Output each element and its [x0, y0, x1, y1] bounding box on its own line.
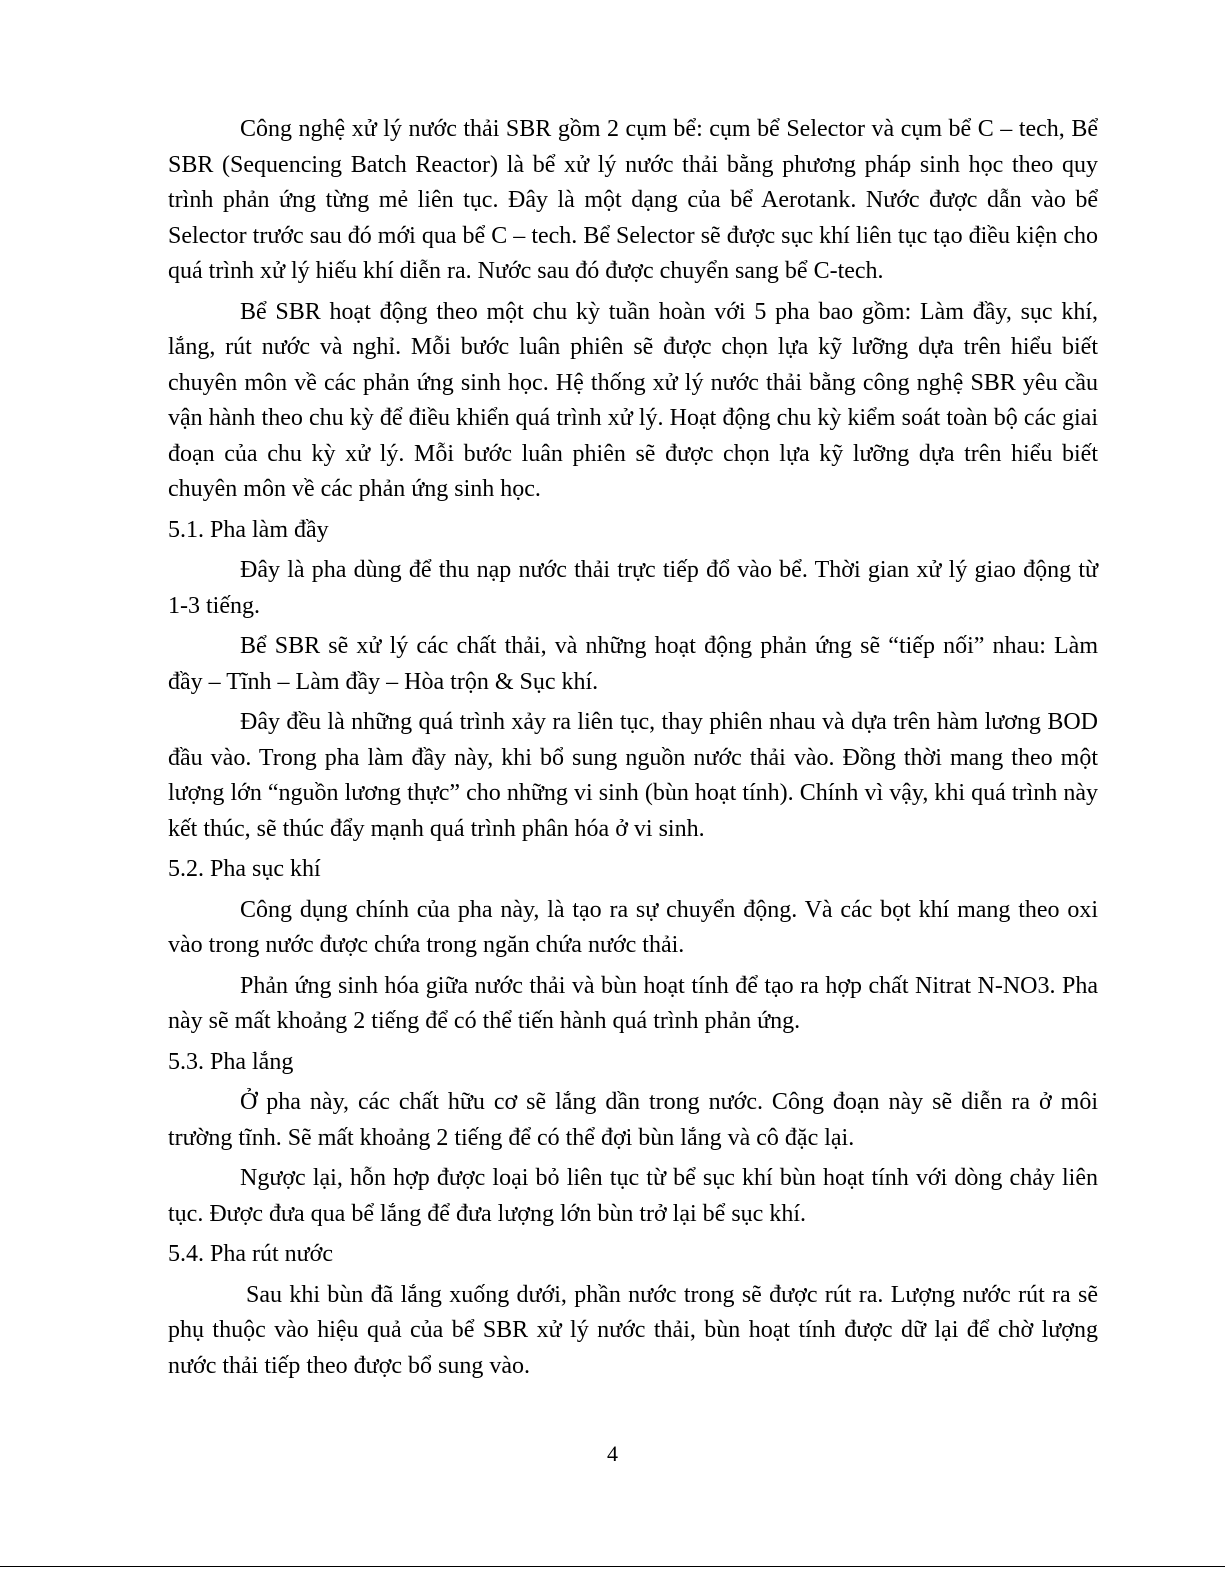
body-paragraph: Sau khi bùn đã lắng xuống dưới, phần nước trong sẽ được rút ra. Lượng nước rút ra sẽ phụ thuộc vào hiệu quả của bể SBR xử lý nước thải, bùn hoạt tính được dữ lại để chờ lượng nước thải tiếp theo được bổ sung vào.	[168, 1281, 1098, 1379]
section-heading: 5.3. Pha lắng	[168, 1048, 294, 1075]
bottom-divider	[0, 1566, 1225, 1567]
section-heading: 5.2. Pha sục khí	[168, 856, 321, 882]
section-heading: 5.1. Pha làm đầy	[168, 516, 329, 543]
document-page	[168, 112, 1098, 1389]
body-paragraph: Bể SBR hoạt động theo một chu kỳ tuần hoàn với 5 pha bao gồm: Làm đầy, sục khí, lắng, rút nước và nghỉ. Mỗi bước luân phiên sẽ được chọn lựa kỹ lưỡng dựa trên hiểu biết chuyên môn về các phản ứng sinh học. Hệ thống xử lý nước thải bằng công nghệ SBR yêu cầu vận hành theo chu kỳ để điều khiển quá trình xử lý. Hoạt động chu kỳ kiểm soát toàn bộ các giai đoạn của chu kỳ xử lý. Mỗi bước luân phiên sẽ được chọn lựa kỹ lưỡng dựa trên hiểu biết chuyên môn về các phản ứng sinh học.	[168, 298, 1098, 502]
body-paragraph: Ở pha này, các chất hữu cơ sẽ lắng dần trong nước. Công đoạn này sẽ diễn ra ở môi trường tĩnh. Sẽ mất khoảng 2 tiếng để có thể đợi bùn lắng và cô đặc lại.	[168, 1089, 1098, 1151]
body-paragraph: Phản ứng sinh hóa giữa nước thải và bùn hoạt tính để tạo ra hợp chất Nitrat N-NO3. Pha này sẽ mất khoảng 2 tiếng để có thể tiến hành quá trình phản ứng.	[168, 972, 1098, 1034]
body-paragraph: Công nghệ xử lý nước thải SBR gồm 2 cụm bể: cụm bể Selector và cụm bể C – tech, Bể SBR (Sequencing Batch Reactor) là bể xử lý nước thải bằng phương pháp sinh học theo quy trình phản ứng từng mẻ liên tục. Đây là một dạng của bể Aerotank. Nước được dẫn vào bể Selector trước sau đó mới qua bể C – tech. Bể Selector sẽ được sục khí liên tục tạo điều kiện cho quá trình xử lý hiếu khí diễn ra. Nước sau đó được chuyển sang bể C-tech.	[168, 116, 1098, 284]
body-paragraph: Đây là pha dùng để thu nạp nước thải trực tiếp đổ vào bể. Thời gian xử lý giao động từ 1-3 tiếng.	[168, 557, 1098, 619]
body-paragraph: Bể SBR sẽ xử lý các chất thải, và những hoạt động phản ứng sẽ “tiếp nối” nhau: Làm đầy – Tĩnh – Làm đầy – Hòa trộn & Sục khí.	[168, 633, 1098, 695]
page-number: 4	[607, 1441, 618, 1466]
body-paragraph: Đây đều là những quá trình xảy ra liên tục, thay phiên nhau và dựa trên hàm lương BOD đầu vào. Trong pha làm đầy này, khi bổ sung nguồn nước thải vào. Đồng thời mang theo một lượng lớn “nguồn lương thực” cho những vi sinh (bùn hoạt tính). Chính vì vậy, khi quá trình này kết thúc, sẽ thúc đẩy mạnh quá trình phân hóa ở vi sinh.	[168, 709, 1098, 842]
body-paragraph: Công dụng chính của pha này, là tạo ra sự chuyển động. Và các bọt khí mang theo oxi vào trong nước được chứa trong ngăn chứa nước thải.	[168, 896, 1098, 958]
section-heading: 5.4. Pha rút nước	[168, 1241, 334, 1267]
body-paragraph: Ngược lại, hỗn hợp được loại bỏ liên tục từ bể sục khí bùn hoạt tính với dòng chảy liên tục. Được đưa qua bể lắng để đưa lượng lớn bùn trở lại bể sục khí.	[168, 1165, 1098, 1227]
